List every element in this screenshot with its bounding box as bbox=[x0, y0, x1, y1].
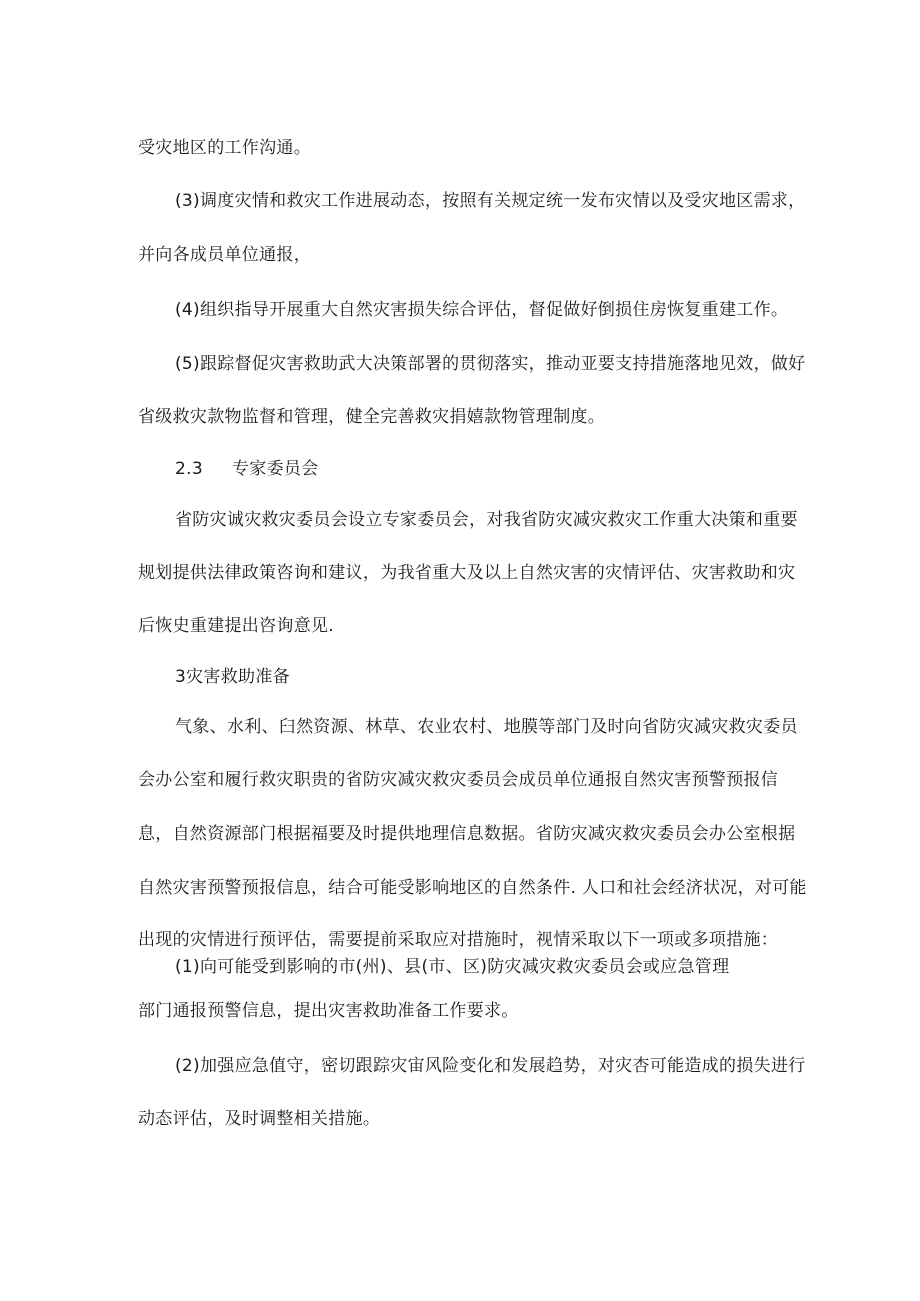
paragraph-line: 息，自然资源部门根据福要及时提供地理信息数据。省防灾减灾救灾委员会办公室根据 bbox=[138, 824, 796, 844]
paragraph-line: (4)组织指导开展重大自然灾害损失综合评估，督促做好倒损住房恢复重建工作。 bbox=[175, 300, 789, 320]
paragraph-line: 部门通报预警信息，提出灾害救助准备工作要求。 bbox=[138, 1001, 519, 1021]
section-title: 专家委员会 bbox=[232, 459, 319, 479]
paragraph-line: 会办公室和履行救灾职贵的省防灾减灾救灾委员会成员单位通报自然灾害预警预报信 bbox=[138, 770, 779, 790]
paragraph-line: 出现的灾情进行预评估，需要提前采取应对措施时，视情采取以下一项或多项措施： bbox=[138, 930, 779, 950]
paragraph-line: 省防灾诚灾救灾委员会设立专家委员会，对我省防灾减灾救灾工作重大决策和重要 bbox=[175, 510, 798, 530]
paragraph-line: (5)跟踪督促灾害救助武大决策部署的贯彻落实，推动亚要支持措施落地见效，做好 bbox=[175, 354, 806, 374]
paragraph-line: 后恢史重建提出咨询意见. bbox=[138, 616, 335, 636]
paragraph-line: 并向各成员单位通报， bbox=[138, 245, 311, 265]
paragraph-line: 气象、水利、臼然资源、林草、农业农村、地膜等部门及时向省防灾减灾救灾委员 bbox=[175, 717, 798, 737]
paragraph-line: (3)调度灾情和救灾工作进展动态，按照有关规定统一发布灾情以及受灾地区需求， bbox=[175, 191, 806, 211]
paragraph-line: 规划提供法律政策咨询和建议，为我省重大及以上自然灾害的灾情评估、灾害救助和灾 bbox=[138, 563, 796, 583]
paragraph-line: 省级救灾款物监督和管理，健全完善救灾捐嬉款物管理制度。 bbox=[138, 407, 606, 427]
paragraph-line: 动态评估，及时调整相关措施。 bbox=[138, 1109, 381, 1129]
paragraph-line: 受灾地区的工作沟通。 bbox=[138, 138, 311, 158]
paragraph-line: (1)向可能受到影响的市(州)、县(市、区)防灾减灾救灾委员会或应急管理 bbox=[175, 957, 730, 977]
section-heading: 3灾害救助准备 bbox=[175, 667, 290, 687]
paragraph-line: (2)加强应急值守，密切跟踪灾宙风险变化和发展趋势，对灾杏可能造成的损失进行 bbox=[175, 1056, 806, 1076]
section-number: 2.3 bbox=[175, 459, 203, 479]
paragraph-line: 自然灾害预警预报信息，结合可能受影响地区的自然条件. 人口和社会经济状况，对可能 bbox=[138, 878, 807, 898]
